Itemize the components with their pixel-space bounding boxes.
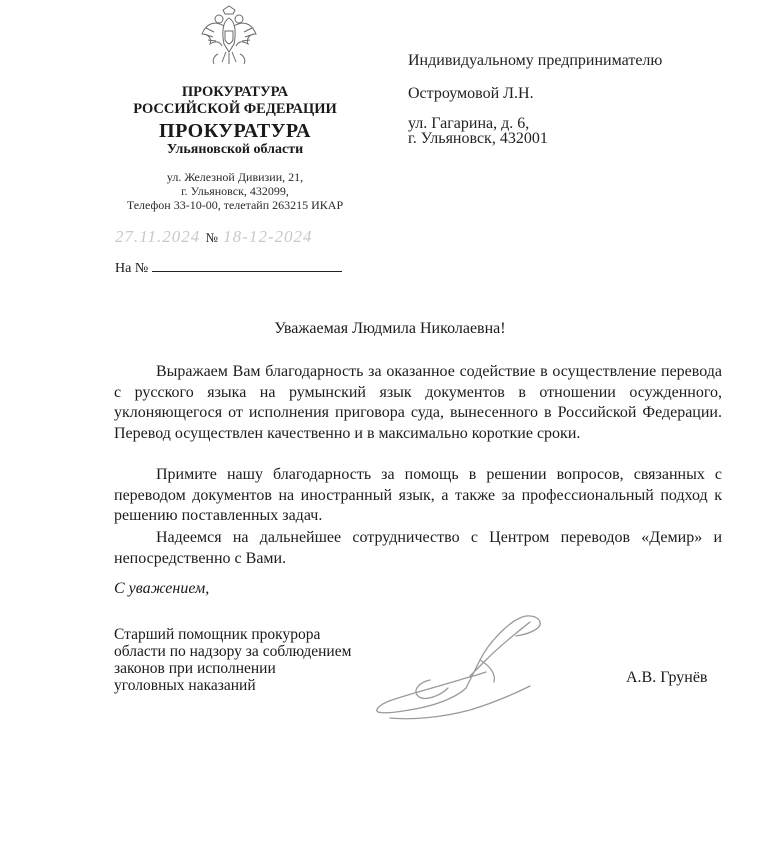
number-stamp: 18-12-2024 <box>223 227 313 246</box>
recipient-name: Остроумовой Л.Н. <box>408 85 534 102</box>
position-line-2: области по надзору за соблюдением <box>114 643 352 660</box>
signer-position <box>114 626 404 694</box>
signer-name: А.В. Грунёв <box>626 669 708 686</box>
recipient-street: ул. Гагарина, д. 6, <box>408 115 530 132</box>
paragraph-text: Примите нашу благодарность за помощь в решении вопросов, связанных с переводом документов на иностранный язык, а также за профессиональный подход к решению поставленных задач. <box>114 466 722 524</box>
position-line-4: уголовных наказаний <box>114 677 256 694</box>
reference-line <box>115 259 342 277</box>
number-sign: № <box>205 230 218 245</box>
coat-of-arms-icon <box>196 4 262 70</box>
recipient-city: г. Ульяновск, 432001 <box>408 130 548 147</box>
paragraph-text: Надеемся на дальнейшее сотрудничество с Центром переводов «Демир» и непосредственно с Вами. <box>114 529 722 567</box>
address-line-2: г. Ульяновск, 432099, <box>181 184 289 198</box>
body-paragraph-2 <box>114 465 722 527</box>
position-line-3: законов при исполнении <box>114 660 276 677</box>
org-line-3: ПРОКУРАТУРА <box>159 120 311 142</box>
closing: С уважением, <box>114 580 210 597</box>
address-line-1: ул. Железной Дивизии, 21, <box>166 170 304 184</box>
recipient-title: Индивидуальному предпринимателю <box>408 52 663 69</box>
paragraph-text: Выражаем Вам благодарность за оказанное содействие в осуществление перевода с русского языка на румынский язык документов в отношении осужденного, уклоняющегося от исполнения приговора суда, вынесенного в Российской Федерации. Перевод осуществлен качественно и в максимально короткие сроки. <box>114 363 722 442</box>
body-paragraph-3 <box>114 528 722 569</box>
org-line-1: ПРОКУРАТУРА <box>181 84 289 100</box>
handwritten-signature <box>370 600 570 735</box>
org-line-4: Ульяновской области <box>166 142 304 157</box>
reference-blank <box>152 259 342 272</box>
address-line-3: Телефон 33-10-00, телетайп 263215 ИКАР <box>126 198 344 212</box>
org-line-2: РОССИЙСКОЙ ФЕДЕРАЦИИ <box>133 101 337 117</box>
date-stamp: 27.11.2024 <box>115 227 201 246</box>
greeting: Уважаемая Людмила Николаевна! <box>274 320 506 337</box>
position-line-1: Старший помощник прокурора <box>114 626 321 643</box>
date-number-line <box>115 227 365 247</box>
reference-label: На № <box>115 261 149 276</box>
body-paragraph-1 <box>114 362 722 444</box>
